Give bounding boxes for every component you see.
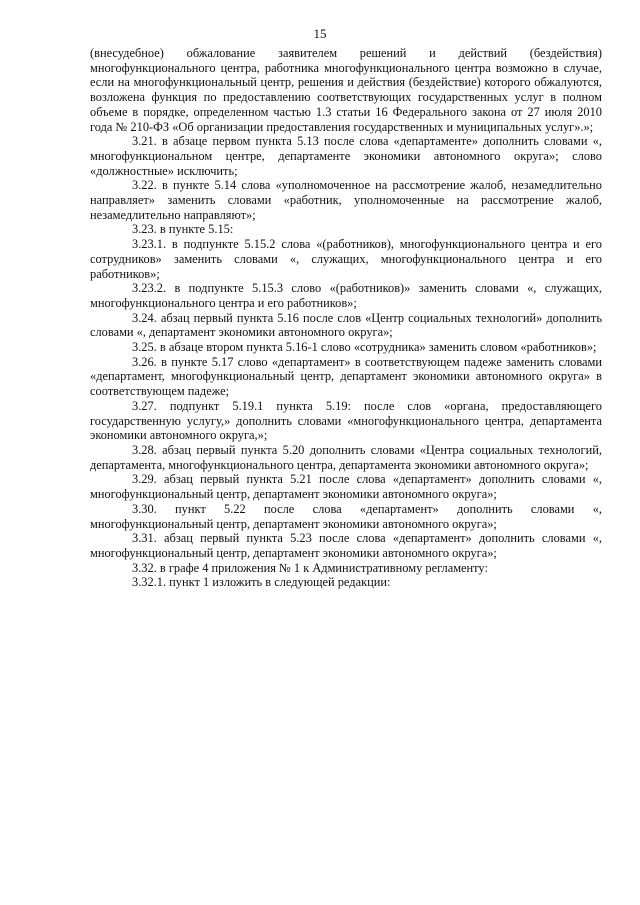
paragraph-3-27: 3.27. подпункт 5.19.1 пункта 5.19: после слов «органа, предоставляющего государственную услугу,» дополнить словами «многофункционального центра, департамента экономики автономного округа,»; <box>90 398 602 443</box>
paragraph-3-25: 3.25. в абзаце втором пункта 5.16-1 слово «сотрудника» заменить словом «работников»; <box>132 340 597 355</box>
paragraph-3-32-1: 3.32.1. пункт 1 изложить в следующей редакции: <box>132 575 391 590</box>
paragraph-3-30: 3.30. пункт 5.22 после слова «департамент» дополнить словами «, многофункциональный центр, департамент экономики автономного округа»; <box>90 501 602 531</box>
paragraph-continuation: (внесудебное) обжалование заявителем решений и действий (бездействия) многофункционального центра, работника многофункционального центра возможно в случае, если на многофункциональный центр, решения и действия (бездействие) которого обжалуются, возложена функция по предоставлению соответствующих государственных услуг в полном объеме в порядке, определенном частью 1.3 статьи 16 Федерального закона от 27 июля 2010 года № 210-ФЗ «Об организации предоставления государственных и муниципальных услуг».»; <box>90 46 602 134</box>
paragraph-3-23-2: 3.23.2. в подпункте 5.15.3 слово «(работников)» заменить словами «, служащих, многофункционального центра и его работников»; <box>90 281 602 310</box>
paragraph-3-23: 3.23. в пункте 5.15: <box>132 222 234 237</box>
paragraph-3-29: 3.29. абзац первый пункта 5.21 после слова «департамент» дополнить словами «, многофункциональный центр, департамент экономики автономного округа»; <box>90 472 602 502</box>
paragraph-3-21: 3.21. в абзаце первом пункта 5.13 после слова «департаменте» дополнить словами «, многофункциональном центре, департаменте экономики автономного округа»; слово «должностные» исключить; <box>90 134 602 178</box>
paragraph-3-23-1: 3.23.1. в подпункте 5.15.2 слова «(работников), многофункционального центра и его сотрудников» заменить словами «, служащих, многофункционального центра и его работников»; <box>90 237 602 281</box>
paragraph-3-26: 3.26. в пункте 5.17 слово «департамент» в соответствующем падеже заменить словами «департамент, многофункциональный центр, департамент экономики автономного округа» в соответствующем падеже; <box>90 354 602 399</box>
paragraph-3-24: 3.24. абзац первый пункта 5.16 после слов «Центр социальных технологий» дополнить словами «, департамент экономики автономного округа»; <box>90 310 602 340</box>
paragraph-3-31: 3.31. абзац первый пункта 5.23 после слова «департамент» дополнить словами «, многофункциональный центр, департамент экономики автономного округа»; <box>90 531 602 560</box>
document-body <box>90 46 602 590</box>
page-number: 15 <box>313 26 327 41</box>
paragraph-3-28: 3.28. абзац первый пункта 5.20 дополнить словами «Центра социальных технологий, департамента, многофункционального центра, департамента экономики автономного округа»; <box>90 442 602 472</box>
paragraph-3-32: 3.32. в графе 4 приложения № 1 к Административному регламенту: <box>132 560 488 575</box>
paragraph-3-22: 3.22. в пункте 5.14 слова «уполномоченное на рассмотрение жалоб, незамедлительно направляет» заменить словами «работник, уполномоченные на рассмотрение жалоб, незамедлительно направляют»; <box>90 178 602 222</box>
